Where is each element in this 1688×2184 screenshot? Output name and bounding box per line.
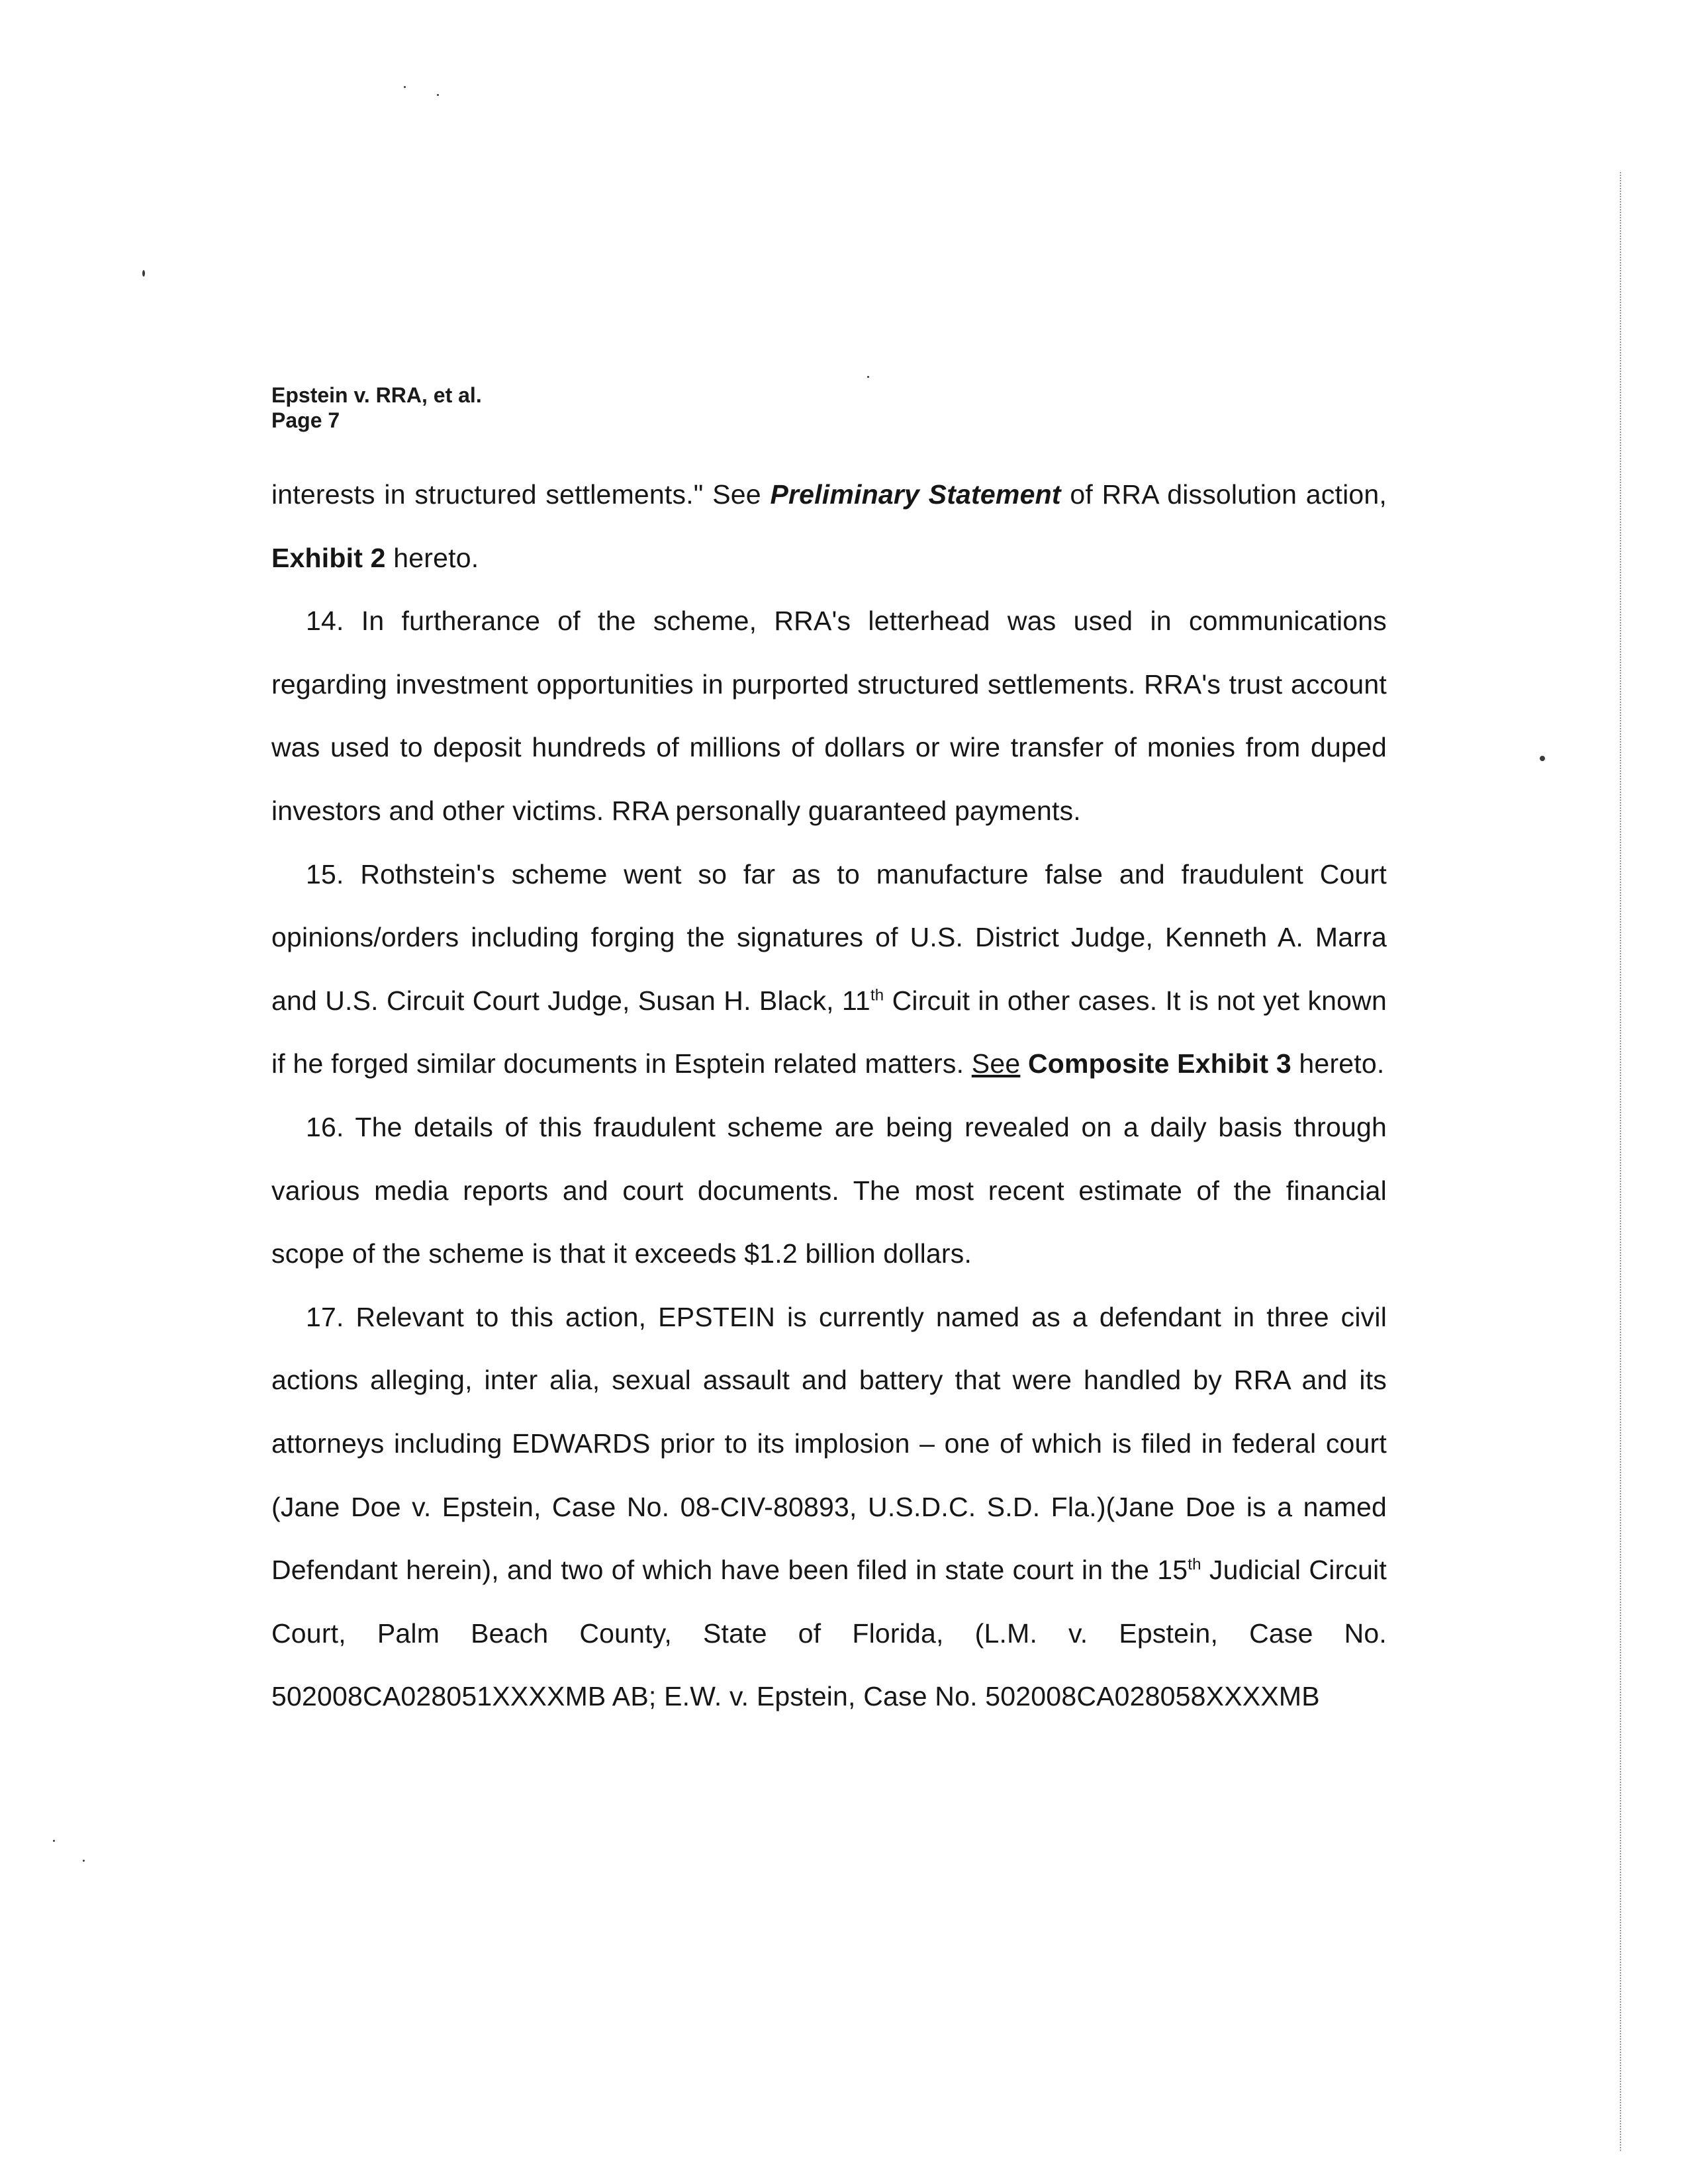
paragraph-15 <box>271 843 1387 1096</box>
see-signal: See <box>971 1048 1021 1079</box>
scan-speck <box>83 1860 85 1862</box>
scan-speck <box>142 270 145 277</box>
exhibit-reference: Composite Exhibit 3 <box>1027 1048 1291 1079</box>
page-number: Page 7 <box>271 408 340 432</box>
paragraph-16: 16. The details of this fraudulent scheme are being revealed on a daily basis through various media reports and court documents. The most recent estimate of the financial scope of the scheme is that it exceeds $1.2 billion dollars. <box>271 1111 1387 1269</box>
paragraph-17 <box>271 1286 1387 1729</box>
scan-speck <box>1540 756 1545 761</box>
document-body <box>271 463 1387 1729</box>
text-run: 15. Rothstein's scheme went so far as to manufacture false and fraudulent Court opinions/orders including forging the signatures of U.S. District Judge, Kenneth A. Marra and U.S. Circuit Court Judge, Susan H. Black, 11 <box>271 858 1387 1016</box>
text-run: of RRA dissolution action, <box>1060 479 1387 510</box>
paragraph-13-continuation <box>271 463 1387 590</box>
paragraph-14: 14. In furtherance of the scheme, RRA's letterhead was used in communications regarding investment opportunities in purported structured settlements. RRA's trust account was used to deposit hundreds of millions of dollars or wire transfer of monies from duped investors and other victims. RRA personally guaranteed payments. <box>271 606 1387 826</box>
text-run: Judicial Circuit Court, Palm Beach County, State of Florida, (L.M. v. Epstein, Case No. 502008CA028051XXXXMB AB; E.W. v. Epstein, Case No. 502008CA028058XXXXMB <box>271 1555 1387 1712</box>
text-run: interests in structured settlements." See <box>271 479 771 510</box>
text-run: 17. Relevant to this action, EPSTEIN is currently named as a defendant in three civil actions alleging, inter alia, sexual assault and battery that were handled by RRA and its attorneys including EDWARDS prior to its implosion – one of which is filed in federal court (Jane Doe v. Epstein, Case No. 08-CIV-80893, U.S.D.C. S.D. Fla.)(Jane Doe is a named Defendant herein), and two of which have been filed in state court in the 15 <box>271 1301 1387 1586</box>
text-run: Circuit in other cases. It is not yet known if he forged similar documents in Esptein related matters. <box>271 985 1387 1079</box>
scan-speck <box>867 376 869 378</box>
scan-speck <box>53 1840 55 1842</box>
running-header <box>271 383 482 433</box>
scan-speck <box>437 94 439 96</box>
exhibit-reference: Exhibit 2 <box>271 542 386 573</box>
ordinal-superscript: th <box>870 986 884 1005</box>
text-run <box>1020 1048 1028 1079</box>
text-run: hereto. <box>385 542 479 573</box>
scan-speck <box>404 86 406 88</box>
case-caption: Epstein v. RRA, et al. <box>271 383 482 407</box>
text-run: hereto. <box>1291 1048 1385 1079</box>
ordinal-superscript: th <box>1188 1555 1201 1574</box>
citation-title: Preliminary Statement <box>770 479 1061 510</box>
scan-edge-artifact <box>1620 172 1621 2151</box>
